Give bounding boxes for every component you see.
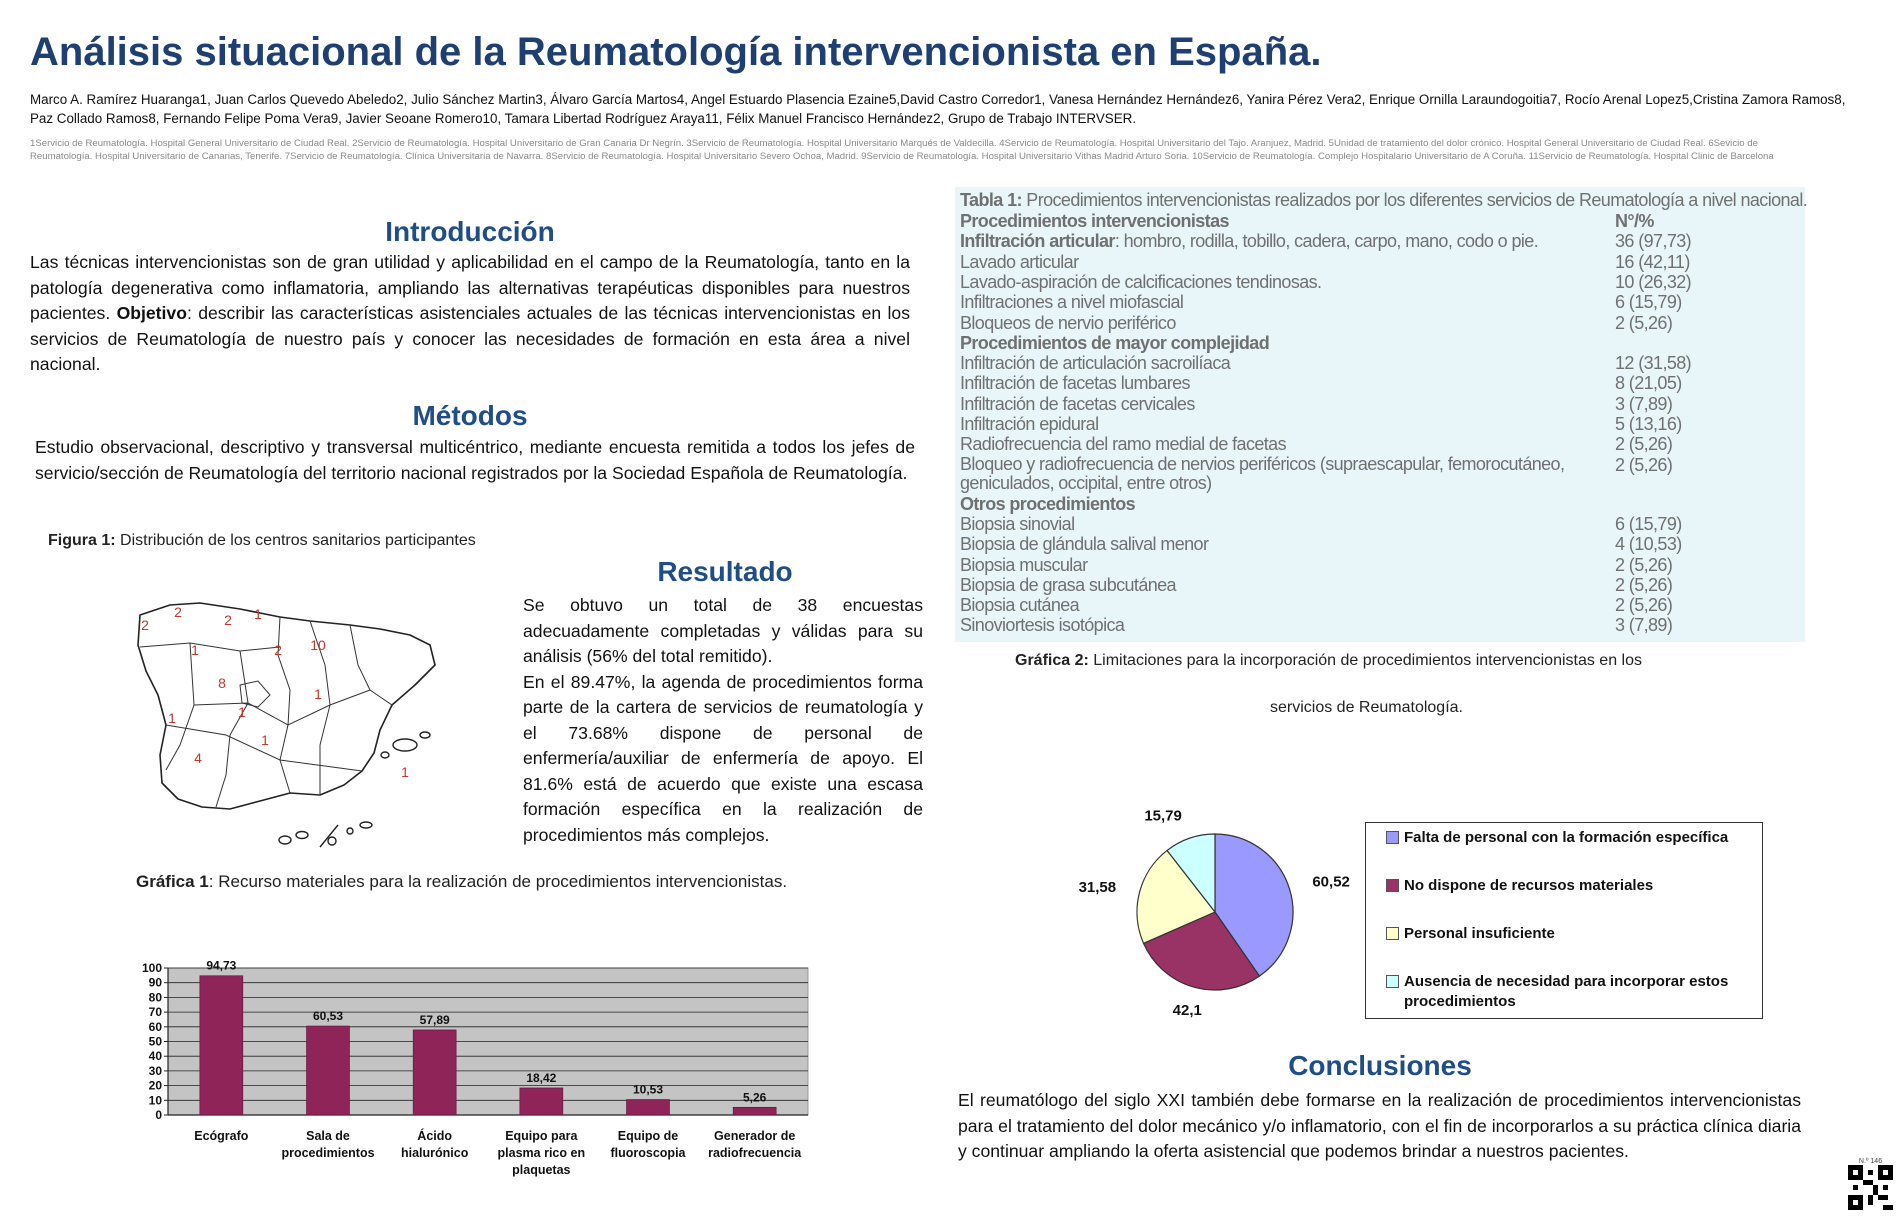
results-text — [523, 593, 923, 848]
bar-value-label: 94,73 — [206, 958, 237, 973]
grafica2-caption-line2: servicios de Reumatología. — [1270, 699, 1463, 716]
map-count: 1 — [254, 606, 262, 622]
table1-row-name: Biopsia de grasa subcutánea — [960, 574, 1176, 595]
table1-title-text: Procedimientos intervencionistas realizados por los diferentes servicios de Reumatología a nivel nacional. — [1021, 190, 1808, 210]
qr-code-icon — [1848, 1165, 1893, 1210]
bar-category-label: procedimientos — [281, 1146, 375, 1160]
legend-swatch — [1386, 831, 1399, 844]
bar-value-label: 57,89 — [419, 1012, 450, 1027]
table1-row-value: 2 (5,26) — [1615, 554, 1673, 575]
poster-number: N.º 146 — [1858, 1158, 1883, 1165]
pie-value-label: 42,1 — [1172, 1002, 1202, 1020]
bar-category-label: Sala de — [306, 1129, 350, 1143]
table1-row-name: Sinoviortesis isotópica — [960, 615, 1125, 636]
bar-value-label: 10,53 — [632, 1082, 664, 1097]
pie-legend — [1365, 822, 1763, 1019]
bar-chart — [130, 945, 820, 1190]
y-tick-label: 40 — [148, 1049, 162, 1064]
table1-row-value: 3 (7,89) — [1615, 615, 1673, 636]
map-count: 10 — [310, 637, 326, 653]
grafica1-text: : Recurso materiales para la realización de procedimientos intervencionistas. — [208, 872, 788, 891]
bar-category-label: Ácido — [417, 1129, 453, 1143]
y-tick-label: 20 — [148, 1078, 162, 1093]
table1-row-value: 6 (15,79) — [1615, 292, 1682, 313]
map-count: 4 — [194, 750, 202, 766]
qr-code-block — [1848, 1158, 1893, 1216]
grafica1-caption — [136, 872, 787, 892]
table1-row-value: 5 (13,16) — [1615, 414, 1682, 434]
table1-row-name: Procedimientos intervencionistas — [960, 211, 1229, 231]
legend-swatch — [1386, 975, 1399, 988]
poster-title: Análisis situacional de la Reumatología intervencionista en España. — [30, 30, 1322, 74]
table1-row-name: Radiofrecuencia del ramo medial de facetas — [960, 434, 1286, 455]
pie-value-label: 15,79 — [1144, 807, 1182, 825]
table1-row-value: 36 (97,73) — [1615, 231, 1692, 252]
legend-label: Ausencia de necesidad para incorporar estos procedimientos — [1404, 973, 1729, 1010]
canary-island — [279, 836, 291, 844]
bar-category-label: Generador de — [714, 1129, 796, 1143]
grafica2-text-line1: Limitaciones para la incorporación de procedimientos intervencionistas en los — [1088, 652, 1642, 669]
map-count: 2 — [174, 604, 182, 620]
table1-title — [960, 190, 1808, 211]
table1-row-value: 6 (15,79) — [1615, 513, 1682, 534]
pie-chart — [1078, 800, 1355, 1040]
table1-row-value: 2 (5,26) — [1615, 434, 1673, 455]
balearic-island — [393, 739, 417, 751]
y-tick-label: 100 — [141, 961, 162, 975]
table1-row-value: 3 (7,89) — [1615, 393, 1673, 414]
grafica2-caption — [1015, 652, 1642, 670]
table1-row-name: Lavado articular — [960, 251, 1079, 272]
table1-row-value: N°/% — [1615, 211, 1654, 231]
table1-row-value: 16 (42,11) — [1615, 251, 1690, 272]
pie-value-label: 60,52 — [1312, 873, 1350, 891]
bar — [413, 1030, 456, 1115]
table1-row-value: 2 (5,26) — [1615, 574, 1673, 595]
table1-row-value: 10 (26,32) — [1615, 271, 1692, 292]
bar-category-label: plaquetas — [512, 1163, 571, 1177]
table1-row-name: Procedimientos de mayor complejidad — [960, 332, 1270, 353]
map-count: 1 — [314, 686, 322, 702]
methods-text: Estudio observacional, descriptivo y transversal multicéntrico, mediante encuesta remitida a todos los jefes de servicio/sección de Reumatología del territorio nacional registrados por la Sociedad Española de Reumatología. — [35, 437, 915, 483]
table1-row-name: Bloqueo y radiofrecuencia de nervios periféricos (supraescapular, femorocutáneo, geniculados, occipital, entre otros) — [960, 453, 1565, 493]
bar-category-label: plasma rico en — [497, 1146, 586, 1160]
map-count: 1 — [261, 732, 269, 748]
results-heading: Resultado — [657, 556, 793, 587]
table1 — [955, 187, 1808, 642]
figure1-caption — [48, 532, 476, 550]
map-count: 1 — [238, 704, 246, 720]
bar-category-label: Ecógrafo — [194, 1129, 249, 1143]
map-count: 2 — [141, 617, 149, 633]
legend-label: Falta de personal con la formación específica — [1404, 829, 1729, 846]
objective-label: Objetivo — [116, 303, 187, 323]
y-tick-label: 50 — [148, 1034, 162, 1049]
table1-row-name: Biopsia cutánea — [960, 595, 1080, 616]
figure1-text: Distribución de los centros sanitarios participantes — [115, 532, 476, 549]
legend-label: Personal insuficiente — [1404, 925, 1555, 942]
bar — [200, 976, 243, 1115]
intro-text-pre: Las técnicas intervencionistas son de gran utilidad y aplicabilidad en el campo de la Reumatología, tanto en la patología degenerativa como inflamatoria, ampliando las alternativas terapéuticas disponibles para nuestros pacientes. — [30, 252, 910, 323]
legend-swatch — [1386, 927, 1399, 940]
spain-mainland-outline — [138, 603, 435, 809]
methods-heading: Métodos — [412, 400, 528, 431]
affiliations: 1Servicio de Reumatología. Hospital General Universitario de Ciudad Real. 2Servicio de Reumatología. Hospital Universitario de Gran Canaria Dr Negrín. 3Servicio de Reumatología. Hospital Universitario Marqués de Valdecilla. 4Servicio de Reumatología. Hospital Universitario del Tajo. Aranjuez, Madrid. 5Unidad de tratamiento del dolor crónico. Hospital General Universitario de Ciudad Real. 6Sevicio de Reumatología. Hospital Universitario de Canarias, Tenerife. 7Servicio de Reumatología. Clínica Universitaria de Navarra. 8Servicio de Reumatología. Hospital Universitario Severo Ochoa, Madrid. 9Servicio de Reumatología. Hospital Universitario Vithas Madrid Arturo Soria. 10Servicio de Reumatología. Complejo Hospitalario Universitario de A Coruña. 11Servicio de Reumatología. Hospital Clinic de Barcelona — [30, 138, 1774, 162]
table1-row-value: 2 (5,26) — [1615, 595, 1673, 616]
bar-category-label: hialurónico — [400, 1146, 469, 1160]
map-count: 8 — [218, 675, 226, 691]
bar-category-label: radiofrecuencia — [708, 1146, 802, 1160]
grafica1-label: Gráfica 1 — [136, 872, 209, 891]
table1-row-name — [960, 231, 1538, 252]
table1-row-value: 12 (31,58) — [1615, 353, 1692, 374]
table1-row-name: Biopsia sinovial — [960, 513, 1075, 534]
bar-value-label: 60,53 — [312, 1009, 344, 1024]
y-tick-label: 0 — [155, 1108, 162, 1122]
bar — [733, 1107, 776, 1115]
table1-row-name: Otros procedimientos — [960, 493, 1136, 514]
table1-row-name: Bloqueos de nervio periférico — [960, 312, 1176, 333]
table1-row-name: Biopsia muscular — [960, 554, 1088, 575]
map-count: 1 — [168, 710, 176, 726]
legend-label: No dispone de recursos materiales — [1404, 877, 1654, 894]
map-count: 2 — [274, 642, 282, 658]
table1-row-name: Lavado-aspiración de calcificaciones tendinosas. — [960, 271, 1322, 292]
figure1-label: Figura 1: — [48, 532, 116, 549]
bar — [520, 1088, 563, 1115]
table1-row-name: Biopsia de glándula salival menor — [960, 534, 1209, 555]
table1-row-name: Infiltración de articulación sacroilíaca — [960, 353, 1231, 374]
y-tick-label: 90 — [148, 975, 162, 990]
conclusions-text: El reumatólogo del siglo XXI también debe formarse en la realización de procedimientos intervencionistas para el tratamiento del dolor mecánico y/o inflamatorio, con el fin de incorporarlos a su práctica clínica diaria y continuar ampliando la oferta asistencial que podemos brindar a nuestros pacientes. — [958, 1090, 1801, 1161]
intro-text — [30, 250, 910, 378]
bar-category-label: Equipo de — [617, 1129, 679, 1143]
map-count: 2 — [224, 612, 232, 628]
bar — [627, 1100, 670, 1115]
table1-row-value: 2 (5,26) — [1615, 454, 1673, 475]
map-count: 1 — [191, 642, 199, 658]
y-tick-label: 70 — [148, 1005, 162, 1020]
pie-value-label: 31,58 — [1078, 878, 1117, 896]
spain-map — [130, 595, 460, 855]
table1-row-value: 4 (10,53) — [1615, 534, 1682, 555]
intro-text-post: : describir las características asistenciales actuales de las técnicas intervencionistas en los servicios de Reumatología de nuestro país y conocer las necesidades de formación en esta área a nivel nacional. — [30, 303, 911, 374]
table1-row-name: Infiltración de facetas cervicales — [960, 393, 1195, 414]
table1-label: Tabla 1: — [960, 190, 1022, 210]
table1-row-name: Infiltraciones a nivel miofascial — [960, 292, 1184, 313]
map-count: 1 — [401, 764, 409, 780]
table1-row-name: Infiltración de facetas lumbares — [960, 373, 1190, 394]
legend-swatch — [1386, 879, 1399, 892]
bar-value-label: 18,42 — [526, 1070, 557, 1085]
y-tick-label: 80 — [148, 990, 162, 1005]
y-tick-label: 10 — [148, 1093, 162, 1108]
table1-row-name-lead: Infiltración articular — [960, 231, 1115, 252]
results-p1: Se obtuvo un total de 38 encuestas adecuadamente completadas y válidas para su análisis (56% del total remitido). — [523, 595, 923, 666]
y-tick-label: 30 — [148, 1063, 162, 1078]
y-tick-label: 60 — [148, 1019, 162, 1034]
authors-list: Marco A. Ramírez Huaranga1, Juan Carlos Quevedo Abeledo2, Julio Sánchez Martin3, Álvaro García Martos4, Angel Estuardo Plasencia Ezaine5,David Castro Corredor1, Vanesa Hernández Hernández6, Yanira Pérez Vera2, Enrique Ornilla Laraundogoitia7, Rocío Arenal Lopez5,Cristina Zamora Ramos8, Paz Collado Ramos8, Fernando Felipe Poma Vera9, Javier Seoane Romero10, Tamara Libertad Rodríguez Araya11, Félix Manuel Francisco Hernández2, Grupo de Trabajo INTERVSER. — [30, 92, 1846, 126]
bar — [307, 1026, 350, 1115]
intro-heading: Introducción — [385, 216, 555, 247]
conclusions-heading: Conclusiones — [1288, 1050, 1472, 1081]
results-p2: En el 89.47%, la agenda de procedimientos forma parte de la cartera de servicios de reumatología y el 73.68% dispone de personal de enfermería/auxiliar de enfermería de apoyo. El 81.6% está de acuerdo que existe una escasa formación específica en la realización de procedimientos más complejos. — [523, 671, 923, 845]
bar-category-label: Equipo para — [505, 1129, 578, 1143]
grafica2-label: Gráfica 2: — [1015, 652, 1089, 669]
bar-value-label: 5,26 — [742, 1090, 767, 1105]
table1-row-value: 2 (5,26) — [1615, 312, 1673, 333]
table1-row-name-rest: : hombro, rodilla, tobillo, cadera, carpo, mano, codo o pie. — [1114, 231, 1539, 252]
table1-row-value: 8 (21,05) — [1615, 373, 1682, 394]
table1-row-name: Infiltración epidural — [960, 414, 1099, 434]
bar-category-label: fluoroscopia — [610, 1146, 686, 1160]
